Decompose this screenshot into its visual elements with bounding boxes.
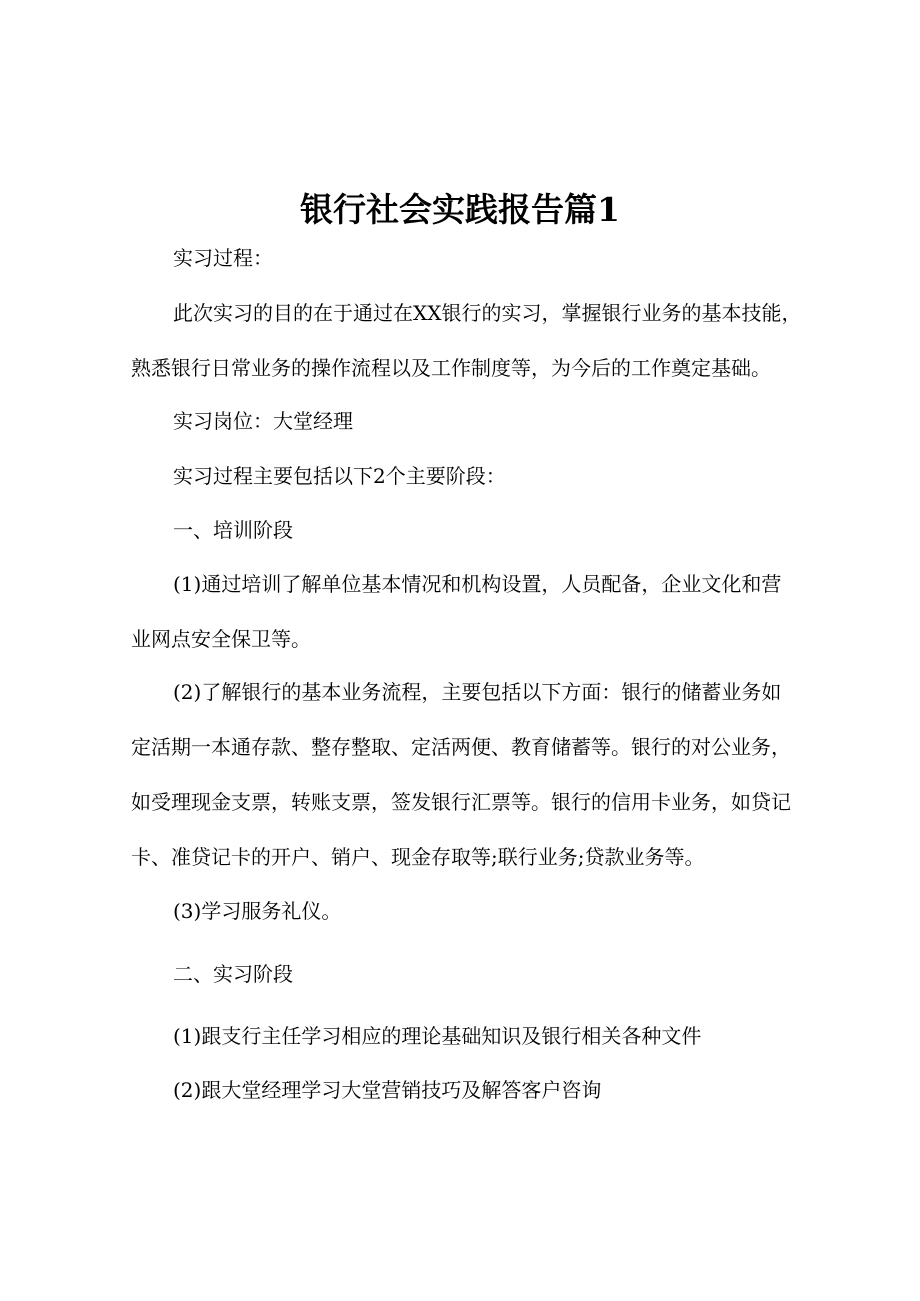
text-line: 实习过程： [173,246,273,270]
text-line: (3)学习服务礼仪。 [173,899,342,923]
section-heading-internship [131,947,811,1002]
paragraph-internship-purpose [131,286,811,396]
paragraph-internship-process [131,231,811,286]
paragraph-internship-item-2 [131,1063,811,1118]
paragraph-stages-intro [131,449,811,504]
paragraph-training-item-2 [131,665,811,885]
text-line: 卡、准贷记卡的开户、销户、现金存取等;联行业务;贷款业务等。 [131,845,705,869]
text-line: 二、实习阶段 [173,962,293,986]
page-title: 银行社会实践报告篇1 [300,190,620,230]
paragraph-training-item-3 [131,884,811,939]
text-line: 此次实习的目的在于通过在XX银行的实习，掌握银行业务的基本技能， [173,301,802,325]
text-line: 如受理现金支票，转账支票，签发银行汇票等。银行的信用卡业务，如贷记 [131,790,791,814]
text-line: 熟悉银行日常业务的操作流程以及工作制度等，为今后的工作奠定基础。 [131,356,771,380]
paragraph-internship-position [131,394,811,449]
text-line: 一、培训阶段 [173,518,293,542]
text-line: 实习岗位：大堂经理 [173,409,353,433]
text-line: (1)跟支行主任学习相应的理论基础知识及银行相关各种文件 [173,1024,702,1048]
text-line: (2)跟大堂经理学习大堂营销技巧及解答客户咨询 [173,1078,602,1102]
section-heading-training [131,503,811,558]
text-line: 定活期一本通存款、整存整取、定活两便、教育储蓄等。银行的对公业务， [131,735,791,759]
paragraph-internship-item-1 [131,1009,811,1064]
text-line: (2)了解银行的基本业务流程，主要包括以下方面：银行的储蓄业务如 [173,680,782,704]
paragraph-training-item-1 [131,557,811,667]
text-line: 业网点安全保卫等。 [131,627,311,651]
text-line: 实习过程主要包括以下2个主要阶段： [173,464,506,488]
text-line: (1)通过培训了解单位基本情况和机构设置，人员配备，企业文化和营 [173,572,782,596]
